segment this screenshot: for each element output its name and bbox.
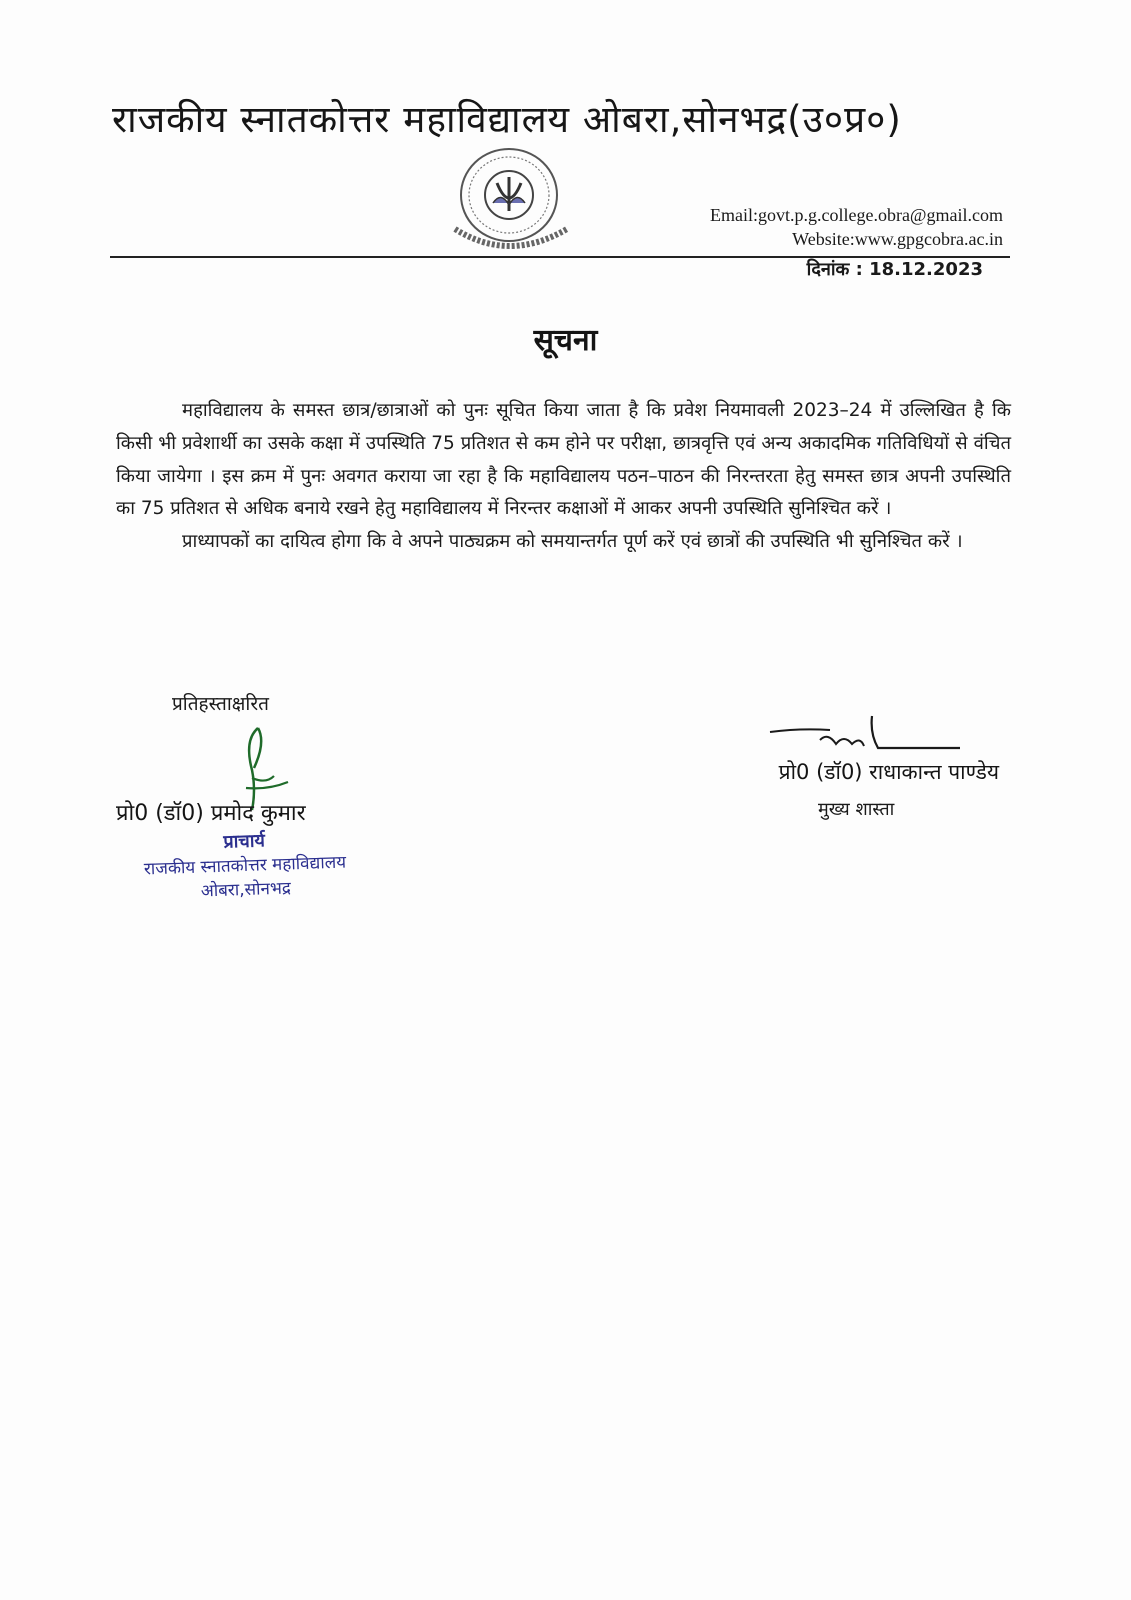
countersigned-label: प्रतिहस्ताक्षरित bbox=[172, 693, 269, 715]
email-text: Email:govt.p.g.college.obra@gmail.com bbox=[709, 205, 1003, 225]
website-text: Website:www.gpgcobra.ac.in bbox=[792, 229, 1003, 249]
date-line bbox=[807, 257, 983, 281]
chief-proctor-name: प्रो0 (डॉ0) राधाकान्त पाण्डेय bbox=[778, 760, 999, 784]
contact-info bbox=[710, 203, 1003, 251]
college-seal-icon bbox=[447, 143, 575, 255]
date-value: 18.12.2023 bbox=[869, 259, 983, 280]
notice-paragraph: महाविद्यालय के समस्त छात्र/छात्राओं को पुनः सूचित किया जाता है कि प्रवेश नियमावली 2023–24 में उल्लिखित है कि किसी भी प्रवेशार्थी का उसके कक्षा में उपस्थिति 75 प्रतिशत से कम होने पर परीक्षा, छात्रवृत्ति एवं अन्य अकादमिक गतिविधियों से वंचित किया जायेगा । इस क्रम में पुनः अवगत कराया जा रहा है कि महाविद्यालय पठन–पाठन की निरन्तरता हेतु समस्त छात्र अपनी उपस्थिति का 75 प्रतिशत से अधिक बनाये रखने हेतु महाविद्यालय में निरन्तर कक्षाओं में आकर अपनी उपस्थिति सुनिश्चित करें । bbox=[116, 400, 1011, 520]
chief-proctor-designation: मुख्य शास्ता bbox=[818, 799, 895, 820]
principal-stamp bbox=[99, 825, 391, 907]
college-name: राजकीय स्नातकोत्तर महाविद्यालय ओबरा,सोनभद्र(उ०प्र०) bbox=[112, 98, 902, 141]
date-label: दिनांक : bbox=[806, 259, 863, 280]
stamp-line-1: राजकीय स्नातकोत्तर महाविद्यालय bbox=[143, 852, 347, 880]
right-signature-icon bbox=[760, 710, 970, 760]
notice-heading: सूचना bbox=[533, 323, 598, 358]
notice-paragraph: प्राध्यापकों का दायित्व होगा कि वे अपने पाठ्यक्रम को समयान्तर्गत पूर्ण करें एवं छात्रों की उपस्थिति भी सुनिश्चित करें । bbox=[182, 531, 963, 553]
stamp-line-2: ओबरा,सोनभद्र bbox=[200, 878, 292, 902]
notice-body bbox=[116, 395, 1011, 559]
stamp-title: प्राचार्य bbox=[223, 830, 266, 853]
principal-name: प्रो0 (डॉ0) प्रमोद कुमार bbox=[116, 801, 306, 826]
